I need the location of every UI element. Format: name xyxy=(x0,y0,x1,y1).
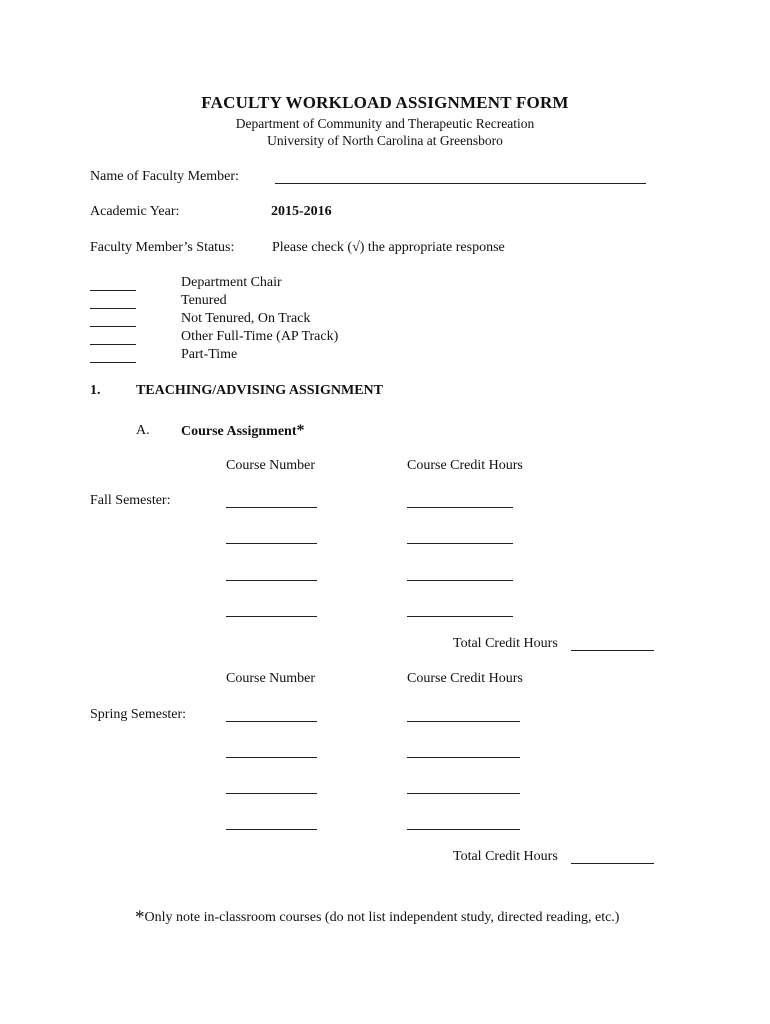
fall-credit-hours-header: Course Credit Hours xyxy=(407,458,523,473)
fall-hours-field-2[interactable] xyxy=(407,531,513,544)
fall-hours-field-3[interactable] xyxy=(407,568,513,581)
fall-total-credit-hours-field[interactable] xyxy=(571,638,654,651)
status-option-not-tenured: Not Tenured, On Track xyxy=(181,311,311,326)
fall-course-field-3[interactable] xyxy=(226,568,317,581)
status-label: Faculty Member’s Status: xyxy=(90,240,235,255)
academic-year-label: Academic Year: xyxy=(90,204,180,219)
spring-course-field-2[interactable] xyxy=(226,745,317,758)
faculty-name-label: Name of Faculty Member: xyxy=(90,169,239,184)
subsection-title xyxy=(181,422,305,440)
section-number: 1. xyxy=(90,383,101,398)
footnote-text: Only note in-classroom courses (do not list independent study, directed reading, etc.) xyxy=(144,910,620,925)
university-name: University of North Carolina at Greensboro xyxy=(267,133,503,148)
spring-hours-field-4[interactable] xyxy=(407,817,520,830)
fall-course-field-2[interactable] xyxy=(226,531,317,544)
fall-hours-field-1[interactable] xyxy=(407,495,513,508)
academic-year-value: 2015-2016 xyxy=(271,204,332,219)
status-check-tenured[interactable] xyxy=(90,296,136,309)
spring-course-field-3[interactable] xyxy=(226,781,317,794)
status-option-department-chair: Department Chair xyxy=(181,275,282,290)
faculty-name-field[interactable] xyxy=(275,171,646,184)
status-check-department-chair[interactable] xyxy=(90,278,136,291)
status-instruction: Please check (√) the appropriate response xyxy=(272,240,505,255)
footnote-asterisk: * xyxy=(135,907,145,928)
status-option-part-time: Part-Time xyxy=(181,347,238,362)
spring-course-number-header: Course Number xyxy=(226,671,316,686)
footnote xyxy=(135,905,619,927)
fall-semester-label: Fall Semester: xyxy=(90,493,171,508)
spring-hours-field-3[interactable] xyxy=(407,781,520,794)
department-name: Department of Community and Therapeutic Recreation xyxy=(235,116,535,131)
fall-course-field-4[interactable] xyxy=(226,604,317,617)
status-option-other-full-time: Other Full-Time (AP Track) xyxy=(181,329,339,344)
subsection-asterisk: * xyxy=(296,422,305,439)
spring-semester-label: Spring Semester: xyxy=(90,707,187,722)
form-title: FACULTY WORKLOAD ASSIGNMENT FORM xyxy=(201,93,569,112)
subsection-letter: A. xyxy=(136,423,150,438)
fall-total-credit-hours-label: Total Credit Hours xyxy=(453,636,558,651)
spring-hours-field-2[interactable] xyxy=(407,745,520,758)
fall-course-field-1[interactable] xyxy=(226,495,317,508)
status-check-part-time[interactable] xyxy=(90,350,136,363)
fall-hours-field-4[interactable] xyxy=(407,604,513,617)
spring-course-field-4[interactable] xyxy=(226,817,317,830)
spring-credit-hours-header: Course Credit Hours xyxy=(407,671,523,686)
subsection-title-text: Course Assignment xyxy=(181,424,297,439)
fall-course-number-header: Course Number xyxy=(226,458,316,473)
status-check-other-full-time[interactable] xyxy=(90,332,136,345)
status-option-tenured: Tenured xyxy=(181,293,227,308)
spring-total-credit-hours-label: Total Credit Hours xyxy=(453,849,558,864)
status-check-not-tenured[interactable] xyxy=(90,314,136,327)
spring-hours-field-1[interactable] xyxy=(407,709,520,722)
section-title: TEACHING/ADVISING ASSIGNMENT xyxy=(136,383,383,398)
spring-total-credit-hours-field[interactable] xyxy=(571,851,654,864)
spring-course-field-1[interactable] xyxy=(226,709,317,722)
